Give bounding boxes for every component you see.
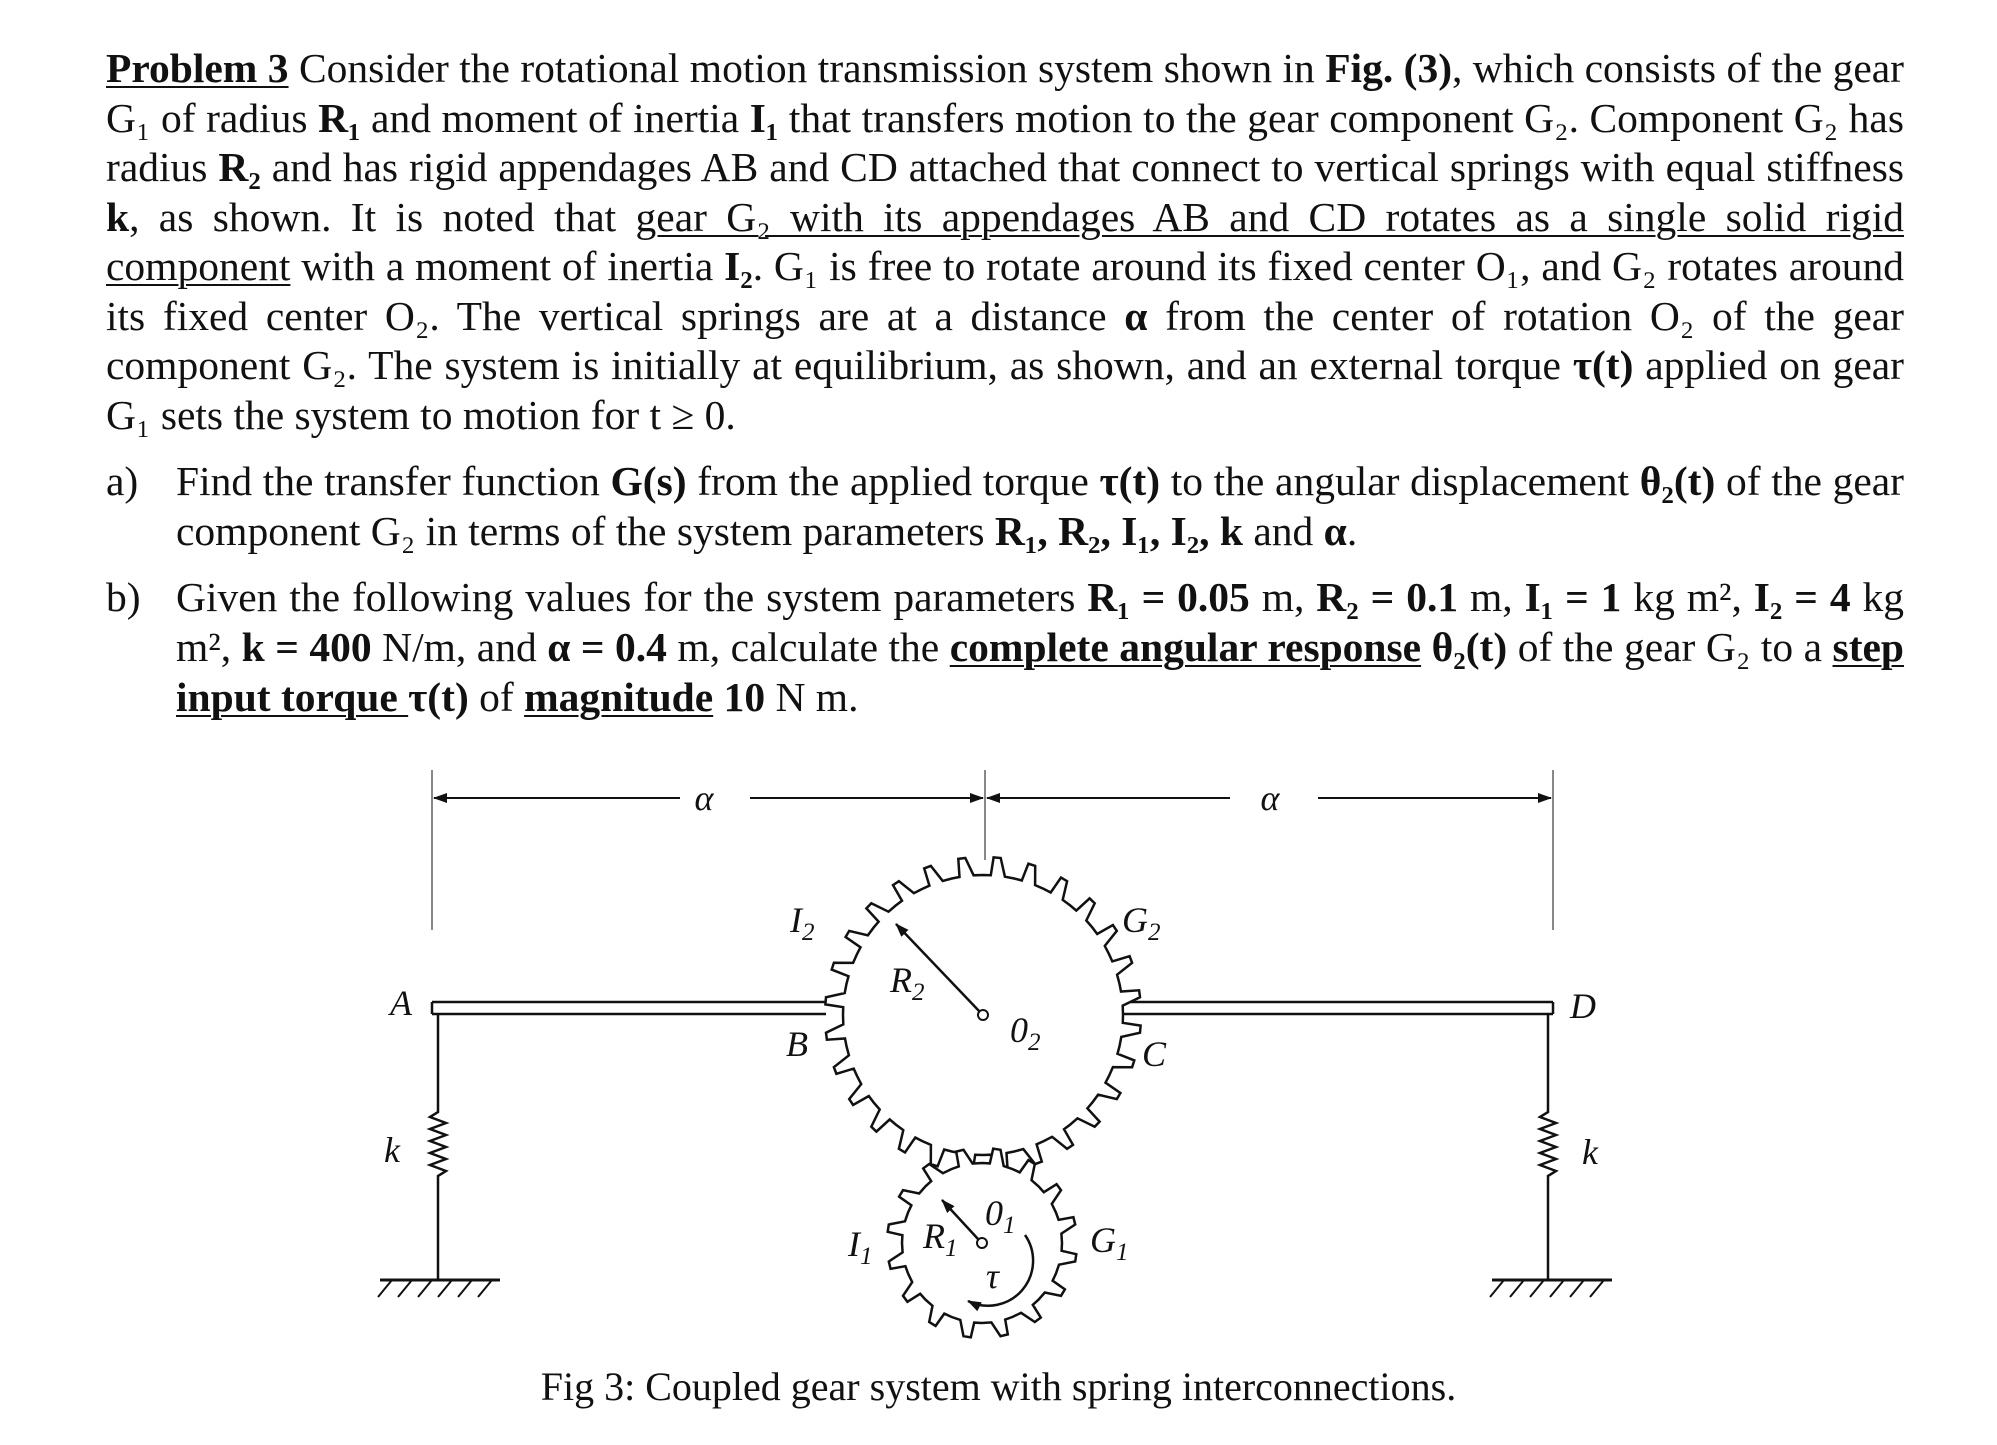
r2-label: $R_2$: [890, 960, 925, 1006]
ground-right-icon: [1490, 1280, 1612, 1297]
step-input: step input torque: [176, 624, 1905, 720]
problem-statement: Problem 3 Consider the rotational motion transmission system shown in Fig. (3), which consists of the gear G₁ of radius R₁ and moment of inertia I₁ that transfers motion to the gear component G₂. Component G₂ has radius R₂ and has rigid appendages AB and CD attached that connect to vertical springs with equal stiffness k, as shown. It is noted that gear G₂ with its appendages AB and CD rotates as a single solid rigid component with a moment of inertia I₂. G₁ is free to rotate around its fixed center O₁, and G₂ rotates around its fixed center O₂. The vertical springs are at a distance α from the center of rotation O₂ of the gear component G₂. The system is initially at equilibrium, as shown, and an external torque τ(t) applied on gear G₁ sets the system to motion for t ≥ 0.: [106, 45, 1904, 438]
g1-label: $G_1$: [1090, 1220, 1129, 1266]
point-b-label: B: [786, 1024, 808, 1064]
g2-label: $G_2$: [1122, 900, 1161, 946]
problem-heading: Problem 3: [106, 45, 289, 91]
spring-left: [430, 1014, 446, 1280]
appendage-cd: [1118, 1002, 1553, 1014]
o1-label: $0_1$: [985, 1193, 1016, 1239]
rigid-note: gear G₂ with its appendages AB and CD rotates as a single solid rigid component: [106, 193, 1904, 289]
figure-caption: Fig 3: Coupled gear system with spring interconnections.: [540, 1364, 1457, 1409]
appendage-ab: [432, 1002, 826, 1014]
k-right-label: k: [1582, 1132, 1598, 1172]
gear-system-figure: [0, 760, 1997, 1360]
part-a: a) Find the transfer function G(s) from the applied torque τ(t) to the angular displacement θ₂(t) of the gear component G₂ in terms of the system parameters R₁, R₂, I₁, I₂, k and α.: [106, 458, 1905, 554]
alpha-left-label: α: [694, 778, 714, 818]
magnitude: magnitude: [524, 674, 714, 720]
part-a-label: a): [106, 458, 139, 504]
complete-response: complete angular response: [949, 624, 1422, 670]
k-left-label: k: [384, 1130, 400, 1170]
part-b-label: b): [106, 574, 141, 620]
point-a-label: A: [390, 983, 412, 1023]
point-d-label: D: [1570, 986, 1596, 1026]
center-o2: [978, 1010, 988, 1020]
i2-label: $I_2$: [790, 900, 815, 946]
part-b: b) Given the following values for the system parameters R₁ = 0.05 m, R₂ = 0.1 m, I₁ = 1 kg m², I₂ = 4 kg m², k = 400 N/m, and α = 0.4 m, calculate the complete angular response θ₂(t) of the gear G₂ to a step input torque τ(t) of magnitude 10 N m.: [106, 574, 1905, 720]
alpha-right-label: α: [1260, 778, 1280, 818]
o2-label: $0_2$: [1010, 1010, 1041, 1056]
spring-right: [1540, 1014, 1556, 1280]
tau-label: τ: [986, 1256, 999, 1296]
r1-label: $R_1$: [923, 1216, 958, 1262]
problem-text: [106, 44, 1904, 722]
ground-left-icon: [378, 1280, 500, 1297]
point-c-label: C: [1142, 1034, 1167, 1074]
center-o1: [977, 1238, 987, 1248]
i1-label: $I_1$: [848, 1224, 873, 1270]
